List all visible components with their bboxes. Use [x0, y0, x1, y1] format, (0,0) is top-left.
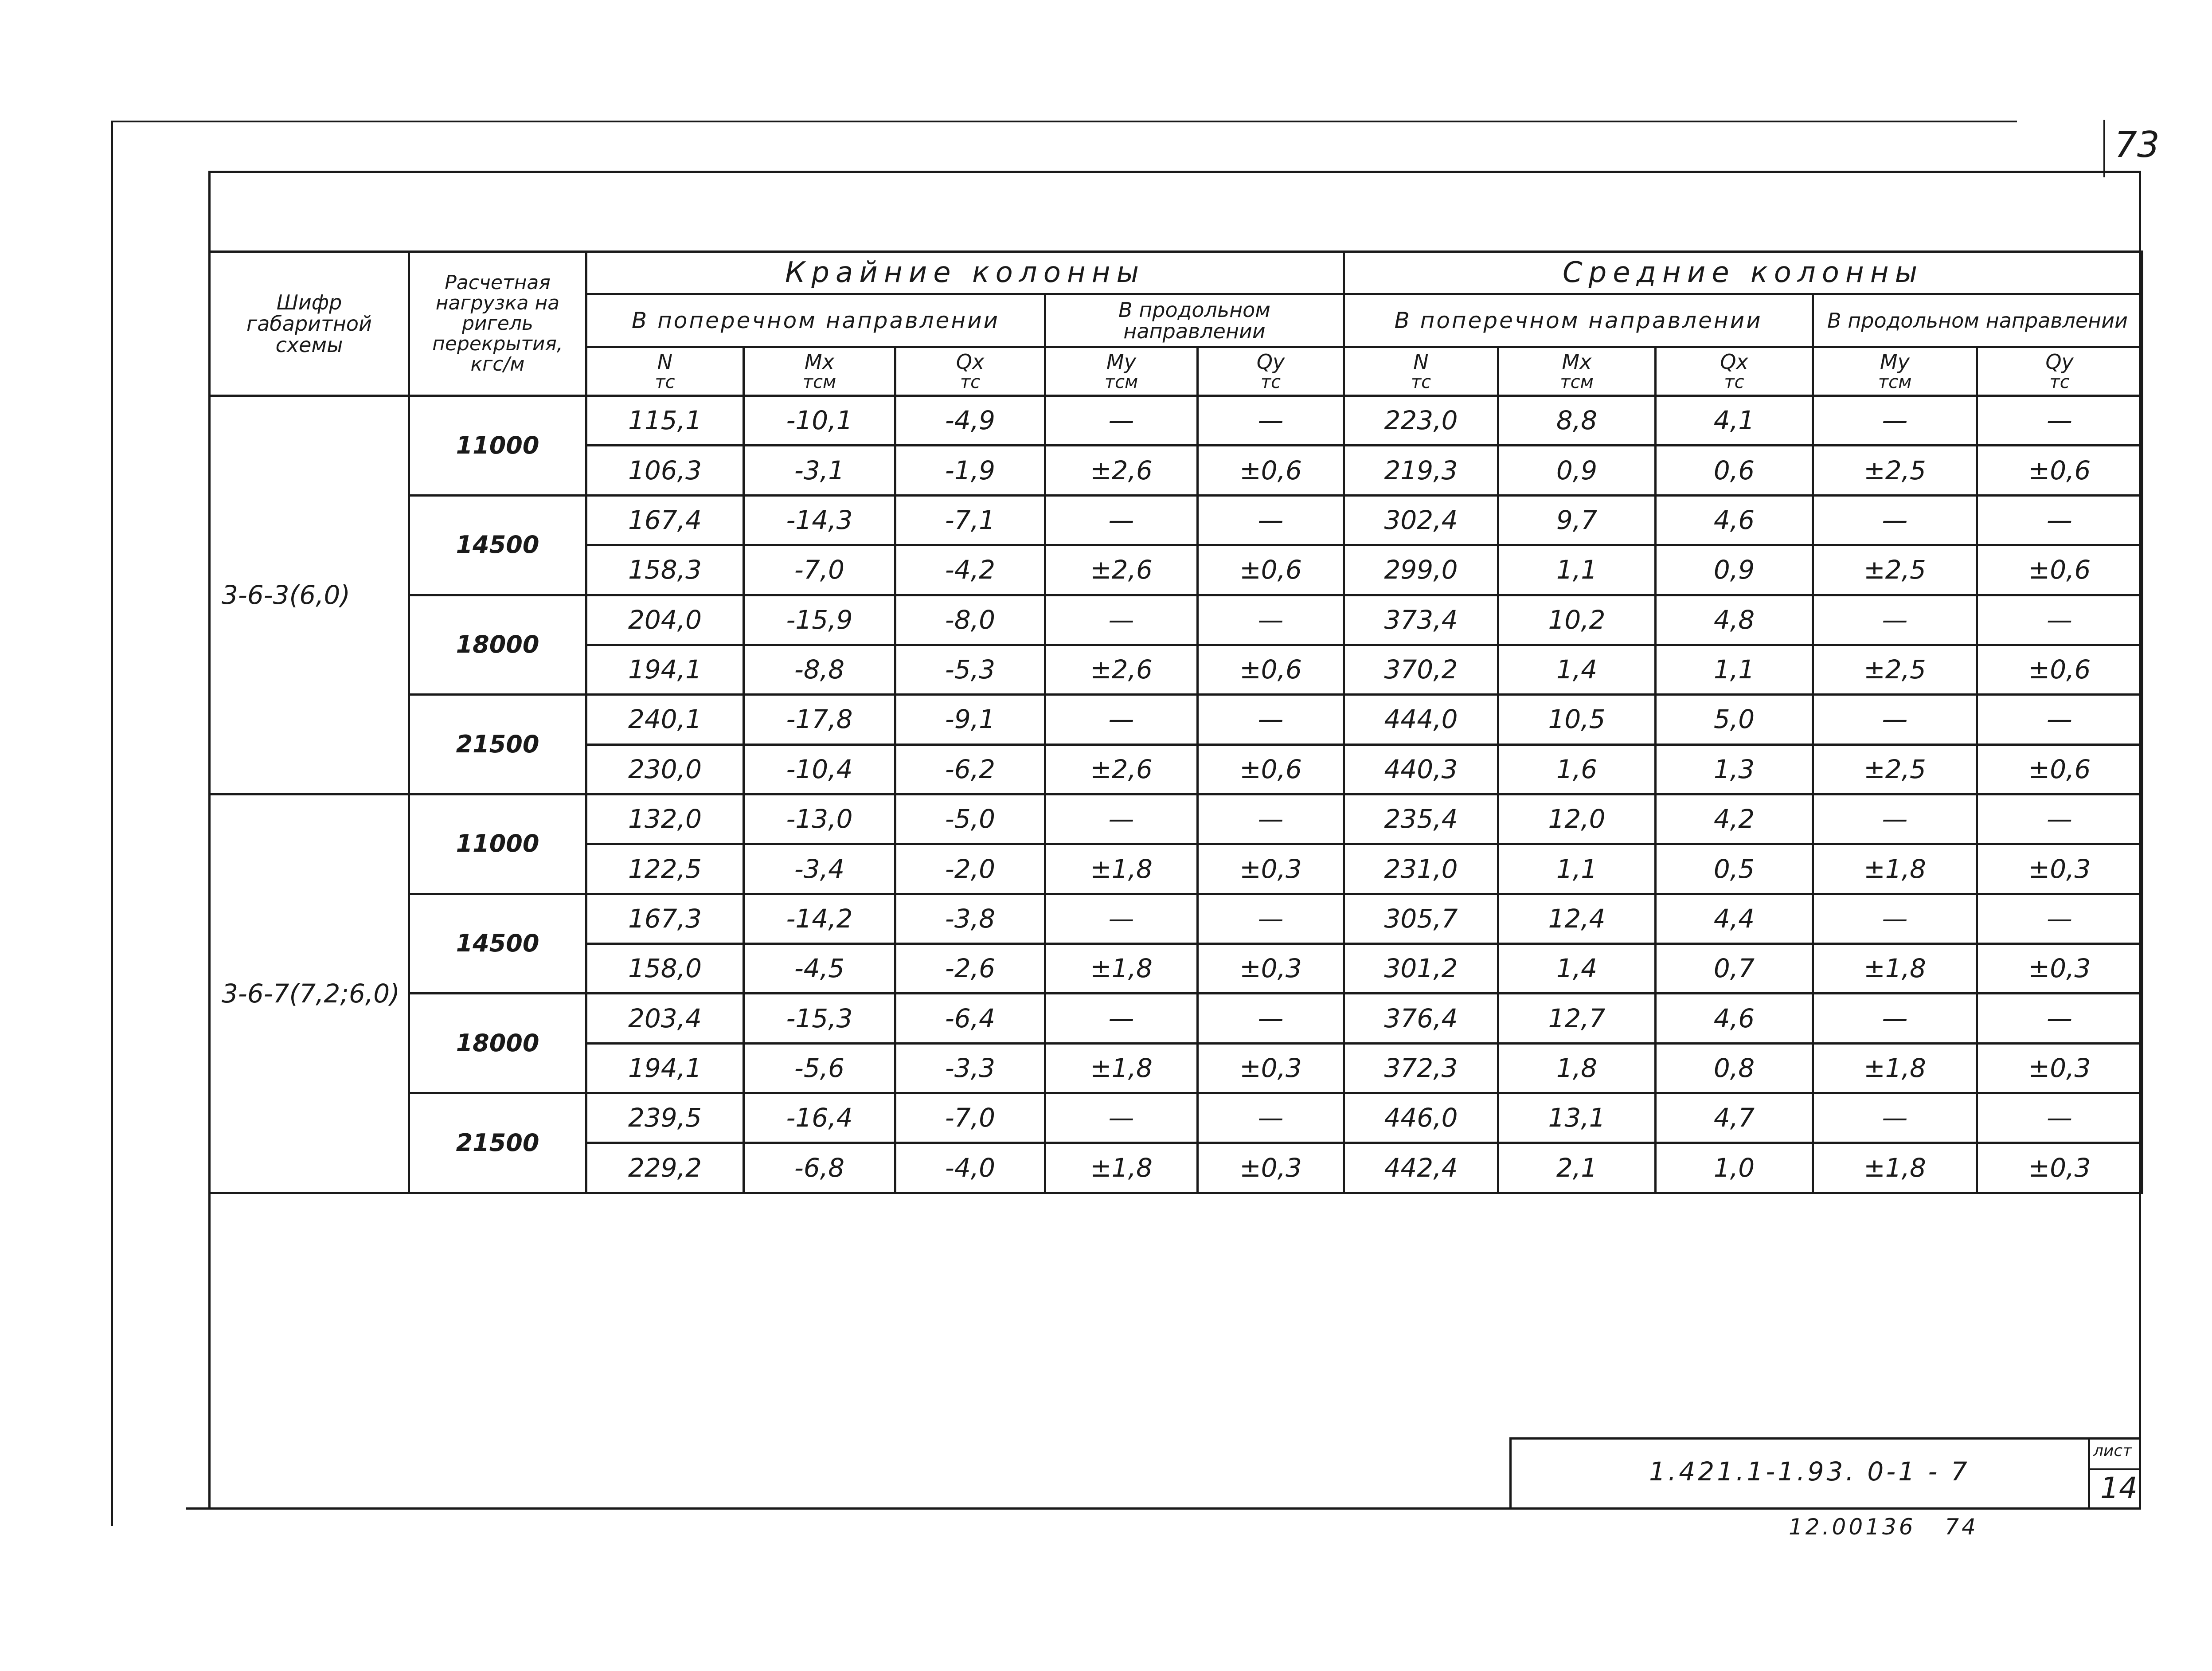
value-cell: -7,0: [895, 1093, 1045, 1143]
value-cell: 204,0: [586, 595, 744, 645]
value-cell: 444,0: [1344, 695, 1498, 744]
value-cell: ±0,3: [1977, 1043, 2142, 1093]
value-cell: 235,4: [1344, 794, 1498, 844]
value-cell: —: [1977, 794, 2142, 844]
unit-symbol: N: [657, 350, 673, 374]
value-cell: -4,2: [895, 545, 1045, 595]
value-cell: 4,1: [1656, 396, 1813, 446]
value-cell: -9,1: [895, 695, 1045, 744]
unit-label: тсм: [1878, 372, 1912, 392]
load-cell: 14500: [409, 495, 586, 595]
header-unit-cell: [1045, 347, 1198, 395]
value-cell: ±2,5: [1813, 645, 1977, 694]
document-code: 1.421.1-1.93. 0-1 - 7: [1649, 1456, 1970, 1487]
value-cell: -16,4: [744, 1093, 895, 1143]
value-cell: ±0,6: [1198, 545, 1344, 595]
value-cell: 1,8: [1498, 1043, 1656, 1093]
value-cell: 5,0: [1656, 695, 1813, 744]
value-cell: -4,5: [744, 944, 895, 994]
value-cell: ±1,8: [1045, 1043, 1198, 1093]
value-cell: 301,2: [1344, 944, 1498, 994]
value-cell: —: [1198, 994, 1344, 1043]
value-cell: —: [1813, 595, 1977, 645]
value-cell: 0,5: [1656, 844, 1813, 894]
header-middle-columns: Средние колонны: [1344, 252, 2142, 294]
value-cell: -5,3: [895, 645, 1045, 694]
header-unit-cell: [1498, 347, 1656, 395]
unit-symbol: Qx: [956, 350, 985, 374]
value-cell: ±2,5: [1813, 744, 1977, 794]
value-cell: —: [1045, 396, 1198, 446]
value-cell: ±0,6: [1198, 744, 1344, 794]
value-cell: 302,4: [1344, 495, 1498, 545]
unit-symbol: N: [1413, 350, 1429, 374]
value-cell: 10,2: [1498, 595, 1656, 645]
value-cell: —: [1977, 695, 2142, 744]
value-cell: ±0,6: [1977, 645, 2142, 694]
value-cell: -6,8: [744, 1143, 895, 1193]
value-cell: 305,7: [1344, 894, 1498, 943]
value-cell: 2,1: [1498, 1143, 1656, 1193]
value-cell: ±2,5: [1813, 545, 1977, 595]
value-cell: -5,0: [895, 794, 1045, 844]
stamp-divider-line: [2088, 1437, 2090, 1510]
value-cell: —: [1045, 695, 1198, 744]
frame-top-line: [111, 121, 2017, 122]
value-cell: ±1,8: [1045, 1143, 1198, 1193]
header-load: Расчетная нагрузка на ригель перекрытия, кгс/м: [409, 252, 586, 396]
scheme-cell: 3-6-7(7,2;6,0): [210, 794, 409, 1193]
value-cell: 167,4: [586, 495, 744, 545]
header-unit-cell: [1977, 347, 2142, 395]
value-cell: —: [1977, 396, 2142, 446]
value-cell: —: [1813, 695, 1977, 744]
value-cell: —: [1198, 1093, 1344, 1143]
header-edge-longitudinal: В продольном направлении: [1045, 294, 1344, 347]
value-cell: ±0,3: [1977, 944, 2142, 994]
value-cell: 446,0: [1344, 1093, 1498, 1143]
value-cell: -7,0: [744, 545, 895, 595]
value-cell: 10,5: [1498, 695, 1656, 744]
value-cell: -6,4: [895, 994, 1045, 1043]
header-unit-cell: [895, 347, 1045, 395]
value-cell: ±0,6: [1977, 545, 2142, 595]
value-cell: —: [1977, 894, 2142, 943]
header-unit-cell: [1813, 347, 1977, 395]
value-cell: -3,1: [744, 446, 895, 495]
value-cell: 132,0: [586, 794, 744, 844]
value-cell: 4,2: [1656, 794, 1813, 844]
value-cell: —: [1198, 495, 1344, 545]
unit-label: тс: [1260, 372, 1281, 392]
value-cell: —: [1977, 495, 2142, 545]
unit-symbol: My: [1880, 350, 1910, 374]
value-cell: —: [1198, 695, 1344, 744]
value-cell: -7,1: [895, 495, 1045, 545]
value-cell: ±2,5: [1813, 446, 1977, 495]
value-cell: -15,9: [744, 595, 895, 645]
value-cell: 373,4: [1344, 595, 1498, 645]
value-cell: -10,4: [744, 744, 895, 794]
stamp-sheet-line: [2088, 1468, 2141, 1470]
table-row: [210, 1093, 2142, 1143]
value-cell: —: [1198, 794, 1344, 844]
value-cell: ±0,6: [1198, 645, 1344, 694]
value-cell: 0,9: [1656, 545, 1813, 595]
unit-label: тсм: [1104, 372, 1138, 392]
value-cell: 442,4: [1344, 1143, 1498, 1193]
value-cell: —: [1045, 894, 1198, 943]
header-unit-cell: [586, 347, 744, 395]
loads-table: [208, 250, 2143, 1194]
value-cell: 219,3: [1344, 446, 1498, 495]
value-cell: -8,8: [744, 645, 895, 694]
value-cell: 0,9: [1498, 446, 1656, 495]
value-cell: —: [1045, 595, 1198, 645]
value-cell: —: [1198, 396, 1344, 446]
value-cell: 12,7: [1498, 994, 1656, 1043]
value-cell: ±0,3: [1198, 844, 1344, 894]
header-unit-cell: [1344, 347, 1498, 395]
header-edge-transverse: В поперечном направлении: [586, 294, 1045, 347]
value-cell: 9,7: [1498, 495, 1656, 545]
unit-label: тсм: [1560, 372, 1594, 392]
page-number: 73: [2114, 124, 2160, 165]
value-cell: 376,4: [1344, 994, 1498, 1043]
load-cell: 21500: [409, 1093, 586, 1193]
table-row: [210, 495, 2142, 545]
unit-label: тсм: [802, 372, 836, 392]
value-cell: 13,1: [1498, 1093, 1656, 1143]
value-cell: —: [1813, 1093, 1977, 1143]
value-cell: —: [1045, 794, 1198, 844]
stamp-top-line: [1512, 1437, 2141, 1440]
value-cell: 1,0: [1656, 1143, 1813, 1193]
value-cell: -14,3: [744, 495, 895, 545]
header-unit-cell: [1656, 347, 1813, 395]
unit-symbol: Qy: [2045, 350, 2074, 374]
archive-number: 12.00136 74: [1789, 1514, 1978, 1540]
value-cell: -8,0: [895, 595, 1045, 645]
unit-symbol: My: [1106, 350, 1136, 374]
value-cell: 1,1: [1498, 844, 1656, 894]
value-cell: -3,4: [744, 844, 895, 894]
value-cell: 4,4: [1656, 894, 1813, 943]
value-cell: ±1,8: [1813, 1043, 1977, 1093]
value-cell: —: [1813, 495, 1977, 545]
value-cell: 240,1: [586, 695, 744, 744]
unit-label: тс: [960, 372, 981, 392]
table-row: [210, 894, 2142, 943]
value-cell: ±2,6: [1045, 446, 1198, 495]
table-row: [210, 695, 2142, 744]
value-cell: 370,2: [1344, 645, 1498, 694]
value-cell: —: [1198, 595, 1344, 645]
value-cell: —: [1813, 894, 1977, 943]
value-cell: 1,6: [1498, 744, 1656, 794]
value-cell: —: [1977, 595, 2142, 645]
table-body: [210, 396, 2142, 1193]
scheme-cell: 3-6-3(6,0): [210, 396, 409, 794]
value-cell: ±0,6: [1977, 744, 2142, 794]
table-row: [210, 396, 2142, 446]
unit-symbol: Qy: [1256, 350, 1285, 374]
value-cell: 106,3: [586, 446, 744, 495]
table-row: [210, 994, 2142, 1043]
value-cell: —: [1045, 994, 1198, 1043]
value-cell: ±0,3: [1977, 1143, 2142, 1193]
value-cell: 158,3: [586, 545, 744, 595]
value-cell: 229,2: [586, 1143, 744, 1193]
value-cell: 12,0: [1498, 794, 1656, 844]
sheet-number: 14: [2100, 1471, 2138, 1505]
value-cell: 372,3: [1344, 1043, 1498, 1093]
value-cell: -2,6: [895, 944, 1045, 994]
header-middle-longitudinal: В продольном направлении: [1813, 294, 2142, 347]
value-cell: ±2,6: [1045, 645, 1198, 694]
value-cell: ±0,6: [1977, 446, 2142, 495]
load-cell: 18000: [409, 595, 586, 695]
value-cell: 203,4: [586, 994, 744, 1043]
value-cell: 1,1: [1498, 545, 1656, 595]
table-row: [210, 794, 2142, 844]
unit-label: тс: [655, 372, 675, 392]
inner-frame-top-line: [208, 171, 2141, 173]
value-cell: 299,0: [1344, 545, 1498, 595]
value-cell: 4,6: [1656, 495, 1813, 545]
unit-label: тс: [2049, 372, 2070, 392]
unit-symbol: Mx: [1562, 350, 1592, 374]
header-unit-cell: [1198, 347, 1344, 395]
value-cell: -10,1: [744, 396, 895, 446]
value-cell: 1,4: [1498, 944, 1656, 994]
value-cell: -13,0: [744, 794, 895, 844]
header-edge-columns: Крайние колонны: [586, 252, 1344, 294]
load-cell: 18000: [409, 994, 586, 1093]
stamp-left-line: [1509, 1437, 1512, 1510]
load-cell: 11000: [409, 794, 586, 894]
value-cell: 8,8: [1498, 396, 1656, 446]
value-cell: ±1,8: [1813, 944, 1977, 994]
value-cell: -4,9: [895, 396, 1045, 446]
value-cell: 194,1: [586, 645, 744, 694]
value-cell: —: [1045, 495, 1198, 545]
value-cell: -3,3: [895, 1043, 1045, 1093]
value-cell: 194,1: [586, 1043, 744, 1093]
header-middle-transverse: В поперечном направлении: [1344, 294, 1813, 347]
unit-symbol: Mx: [805, 350, 834, 374]
unit-label: тс: [1724, 372, 1744, 392]
value-cell: 1,4: [1498, 645, 1656, 694]
value-cell: -1,9: [895, 446, 1045, 495]
value-cell: 0,7: [1656, 944, 1813, 994]
value-cell: ±0,3: [1198, 1043, 1344, 1093]
value-cell: -17,8: [744, 695, 895, 744]
sheet-label: лист: [2093, 1442, 2132, 1460]
value-cell: ±0,3: [1198, 1143, 1344, 1193]
value-cell: 1,3: [1656, 744, 1813, 794]
header-scheme: Шифр габаритной схемы: [210, 252, 409, 396]
value-cell: 115,1: [586, 396, 744, 446]
value-cell: -6,2: [895, 744, 1045, 794]
value-cell: ±0,6: [1198, 446, 1344, 495]
value-cell: 158,0: [586, 944, 744, 994]
value-cell: 4,6: [1656, 994, 1813, 1043]
value-cell: 4,7: [1656, 1093, 1813, 1143]
value-cell: —: [1813, 794, 1977, 844]
value-cell: 4,8: [1656, 595, 1813, 645]
unit-symbol: Qx: [1720, 350, 1748, 374]
value-cell: ±0,3: [1977, 844, 2142, 894]
value-cell: —: [1045, 1093, 1198, 1143]
value-cell: 231,0: [1344, 844, 1498, 894]
value-cell: -15,3: [744, 994, 895, 1043]
frame-left-line: [111, 121, 113, 1526]
header-unit-cell: [744, 347, 895, 395]
value-cell: -14,2: [744, 894, 895, 943]
value-cell: -2,0: [895, 844, 1045, 894]
value-cell: 1,1: [1656, 645, 1813, 694]
value-cell: 440,3: [1344, 744, 1498, 794]
value-cell: 0,8: [1656, 1043, 1813, 1093]
value-cell: 230,0: [586, 744, 744, 794]
value-cell: ±2,6: [1045, 545, 1198, 595]
load-cell: 14500: [409, 894, 586, 994]
value-cell: ±0,3: [1198, 944, 1344, 994]
value-cell: 167,3: [586, 894, 744, 943]
value-cell: —: [1813, 994, 1977, 1043]
unit-label: тс: [1411, 372, 1431, 392]
value-cell: ±1,8: [1813, 844, 1977, 894]
value-cell: —: [1977, 1093, 2142, 1143]
value-cell: —: [1977, 994, 2142, 1043]
value-cell: ±1,8: [1045, 944, 1198, 994]
value-cell: -4,0: [895, 1143, 1045, 1193]
load-cell: 11000: [409, 396, 586, 496]
value-cell: 12,4: [1498, 894, 1656, 943]
value-cell: —: [1813, 396, 1977, 446]
table-row: [210, 595, 2142, 645]
value-cell: ±2,6: [1045, 744, 1198, 794]
value-cell: 0,6: [1656, 446, 1813, 495]
page-number-divider: [2103, 120, 2105, 177]
value-cell: -3,8: [895, 894, 1045, 943]
value-cell: 223,0: [1344, 396, 1498, 446]
load-cell: 21500: [409, 695, 586, 794]
inner-frame-bottom-line: [186, 1507, 2141, 1510]
value-cell: 122,5: [586, 844, 744, 894]
value-cell: —: [1198, 894, 1344, 943]
value-cell: -5,6: [744, 1043, 895, 1093]
value-cell: ±1,8: [1813, 1143, 1977, 1193]
value-cell: ±1,8: [1045, 844, 1198, 894]
value-cell: 239,5: [586, 1093, 744, 1143]
